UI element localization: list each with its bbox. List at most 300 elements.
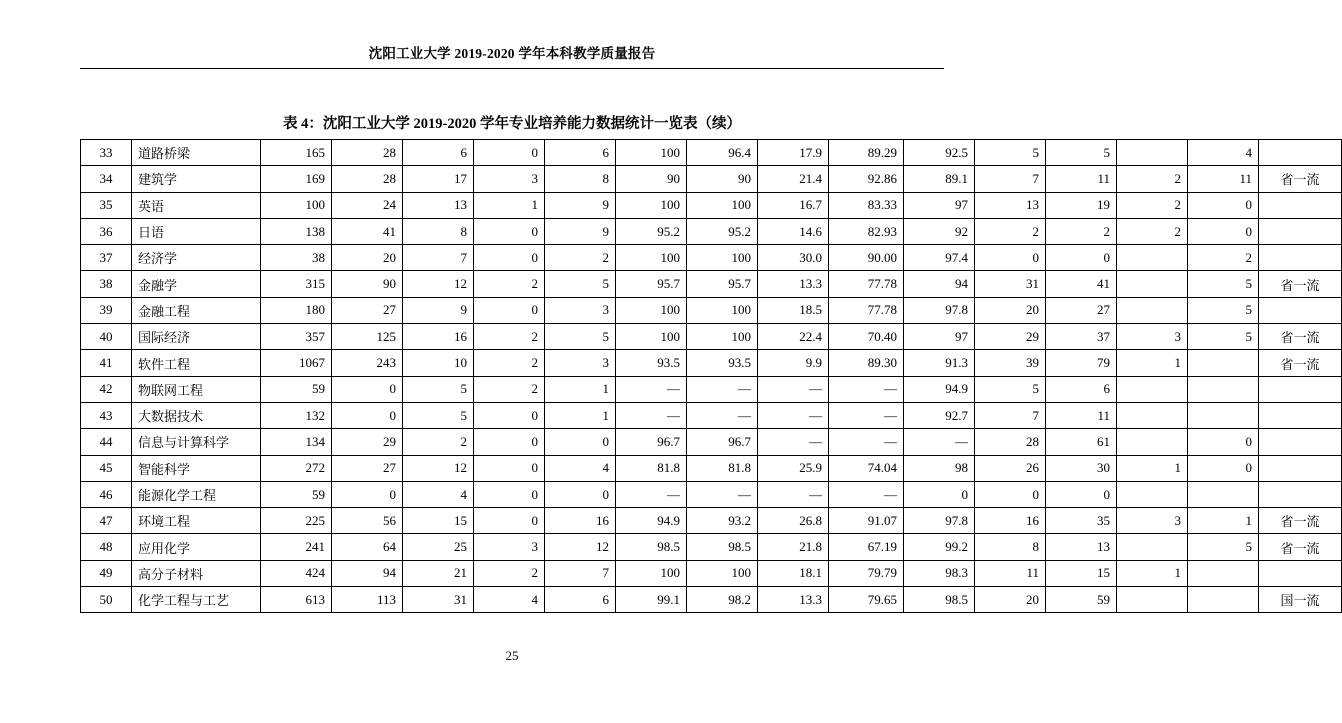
table-cell-v9: 74.04 — [829, 455, 904, 481]
table-cell-v5: 0 — [545, 429, 616, 455]
table-cell-v10: 89.1 — [904, 166, 975, 192]
table-cell-v14: 5 — [1188, 271, 1259, 297]
table-cell-v8: — — [758, 481, 829, 507]
table-row — [81, 297, 1342, 323]
table-cell-v11: 26 — [975, 455, 1046, 481]
table-cell-v1: 134 — [261, 429, 332, 455]
table-cell-v13 — [1117, 271, 1188, 297]
table-cell-v2: 125 — [332, 324, 403, 350]
table-cell-name: 道路桥梁 — [132, 140, 261, 166]
table-cell-v8: 13.3 — [758, 271, 829, 297]
table-cell-v13 — [1117, 402, 1188, 428]
table-cell-v1: 169 — [261, 166, 332, 192]
table-cell-v11: 20 — [975, 297, 1046, 323]
table-cell-v2: 27 — [332, 297, 403, 323]
table-cell-v2: 113 — [332, 587, 403, 613]
table-cell-v10: 92.7 — [904, 402, 975, 428]
table-cell-v6: 100 — [616, 192, 687, 218]
table-cell-v1: 180 — [261, 297, 332, 323]
table-cell-note — [1259, 140, 1342, 166]
table-cell-v13 — [1117, 140, 1188, 166]
table-cell-v3: 16 — [403, 324, 474, 350]
table-cell-v13: 2 — [1117, 218, 1188, 244]
table-cell-v9: 79.65 — [829, 587, 904, 613]
table-cell-v8: 9.9 — [758, 350, 829, 376]
table-cell-v14: 0 — [1188, 192, 1259, 218]
table-cell-idx: 44 — [81, 429, 132, 455]
table-cell-v13: 1 — [1117, 560, 1188, 586]
table-cell-v8: — — [758, 402, 829, 428]
table-cell-v12: 0 — [1046, 245, 1117, 271]
table-cell-v4: 0 — [474, 297, 545, 323]
table-cell-v13 — [1117, 534, 1188, 560]
table-cell-v7: 90 — [687, 166, 758, 192]
table-cell-v1: 165 — [261, 140, 332, 166]
table-cell-v1: 225 — [261, 508, 332, 534]
table-cell-v6: 96.7 — [616, 429, 687, 455]
table-cell-name: 能源化学工程 — [132, 481, 261, 507]
table-cell-v11: 29 — [975, 324, 1046, 350]
table-cell-v11: 8 — [975, 534, 1046, 560]
table-cell-v14: 5 — [1188, 297, 1259, 323]
table-cell-v10: 99.2 — [904, 534, 975, 560]
table-cell-v2: 94 — [332, 560, 403, 586]
table-cell-name: 应用化学 — [132, 534, 261, 560]
table-cell-v10: — — [904, 429, 975, 455]
table-row — [81, 376, 1342, 402]
table-cell-note — [1259, 192, 1342, 218]
table-cell-v1: 138 — [261, 218, 332, 244]
table-cell-v5: 5 — [545, 324, 616, 350]
table-cell-v4: 4 — [474, 587, 545, 613]
table-cell-name: 建筑学 — [132, 166, 261, 192]
table-cell-name: 国际经济 — [132, 324, 261, 350]
table-cell-v10: 98.5 — [904, 587, 975, 613]
table-cell-v8: 13.3 — [758, 587, 829, 613]
data-table-container — [80, 139, 1320, 613]
table-cell-v3: 5 — [403, 376, 474, 402]
table-cell-v6: 93.5 — [616, 350, 687, 376]
table-cell-v4: 1 — [474, 192, 545, 218]
table-cell-v4: 2 — [474, 376, 545, 402]
table-cell-v8: 25.9 — [758, 455, 829, 481]
table-cell-v9: 83.33 — [829, 192, 904, 218]
table-cell-v1: 241 — [261, 534, 332, 560]
table-row — [81, 218, 1342, 244]
table-cell-v4: 2 — [474, 271, 545, 297]
table-cell-idx: 47 — [81, 508, 132, 534]
table-cell-v4: 0 — [474, 455, 545, 481]
table-row — [81, 192, 1342, 218]
table-cell-name: 高分子材料 — [132, 560, 261, 586]
table-cell-v4: 0 — [474, 402, 545, 428]
table-row — [81, 560, 1342, 586]
table-cell-v1: 100 — [261, 192, 332, 218]
table-row — [81, 508, 1342, 534]
table-cell-v7: — — [687, 376, 758, 402]
table-cell-v7: — — [687, 481, 758, 507]
table-cell-v7: 100 — [687, 560, 758, 586]
table-cell-v4: 0 — [474, 481, 545, 507]
table-cell-v8: 26.8 — [758, 508, 829, 534]
table-cell-v8: 22.4 — [758, 324, 829, 350]
table-cell-v11: 16 — [975, 508, 1046, 534]
table-cell-v11: 28 — [975, 429, 1046, 455]
table-cell-v12: 2 — [1046, 218, 1117, 244]
table-cell-v11: 0 — [975, 481, 1046, 507]
table-cell-v7: 100 — [687, 324, 758, 350]
table-cell-idx: 35 — [81, 192, 132, 218]
table-cell-v5: 12 — [545, 534, 616, 560]
table-cell-v12: 27 — [1046, 297, 1117, 323]
table-cell-v7: 93.5 — [687, 350, 758, 376]
table-cell-v1: 272 — [261, 455, 332, 481]
table-cell-v11: 5 — [975, 140, 1046, 166]
table-cell-v9: 90.00 — [829, 245, 904, 271]
table-cell-v1: 613 — [261, 587, 332, 613]
table-cell-v12: 79 — [1046, 350, 1117, 376]
table-cell-v2: 28 — [332, 166, 403, 192]
table-cell-v5: 5 — [545, 271, 616, 297]
table-cell-v12: 30 — [1046, 455, 1117, 481]
table-cell-v3: 31 — [403, 587, 474, 613]
table-cell-name: 信息与计算科学 — [132, 429, 261, 455]
table-cell-v4: 2 — [474, 560, 545, 586]
table-cell-v10: 92.5 — [904, 140, 975, 166]
table-cell-v10: 94 — [904, 271, 975, 297]
table-cell-v12: 6 — [1046, 376, 1117, 402]
table-cell-v13: 1 — [1117, 455, 1188, 481]
table-cell-note — [1259, 560, 1342, 586]
table-cell-v14: 0 — [1188, 218, 1259, 244]
table-cell-v12: 19 — [1046, 192, 1117, 218]
table-cell-v8: 14.6 — [758, 218, 829, 244]
table-cell-v9: 79.79 — [829, 560, 904, 586]
program-capability-table — [80, 139, 1342, 613]
table-cell-v3: 17 — [403, 166, 474, 192]
table-cell-v2: 24 — [332, 192, 403, 218]
table-cell-name: 经济学 — [132, 245, 261, 271]
table-cell-v10: 97 — [904, 192, 975, 218]
table-cell-v1: 38 — [261, 245, 332, 271]
table-cell-note: 省一流 — [1259, 166, 1342, 192]
table-cell-v12: 61 — [1046, 429, 1117, 455]
table-cell-idx: 36 — [81, 218, 132, 244]
table-cell-v8: 21.8 — [758, 534, 829, 560]
table-cell-v13: 2 — [1117, 192, 1188, 218]
table-cell-idx: 50 — [81, 587, 132, 613]
table-cell-v9: 89.30 — [829, 350, 904, 376]
table-cell-v7: 96.4 — [687, 140, 758, 166]
table-cell-v3: 25 — [403, 534, 474, 560]
table-cell-note: 省一流 — [1259, 350, 1342, 376]
table-cell-v7: 96.7 — [687, 429, 758, 455]
table-cell-v13 — [1117, 587, 1188, 613]
table-cell-v8: 30.0 — [758, 245, 829, 271]
table-cell-v3: 9 — [403, 297, 474, 323]
table-cell-name: 环境工程 — [132, 508, 261, 534]
table-cell-v3: 10 — [403, 350, 474, 376]
table-cell-v9: 70.40 — [829, 324, 904, 350]
table-cell-v2: 64 — [332, 534, 403, 560]
table-cell-v5: 1 — [545, 402, 616, 428]
table-cell-idx: 33 — [81, 140, 132, 166]
table-cell-v1: 315 — [261, 271, 332, 297]
table-row — [81, 429, 1342, 455]
table-cell-v2: 28 — [332, 140, 403, 166]
table-cell-idx: 38 — [81, 271, 132, 297]
table-cell-v3: 7 — [403, 245, 474, 271]
table-cell-v10: 97.8 — [904, 508, 975, 534]
table-cell-v12: 37 — [1046, 324, 1117, 350]
table-cell-v14 — [1188, 402, 1259, 428]
table-cell-idx: 41 — [81, 350, 132, 376]
table-cell-v3: 12 — [403, 271, 474, 297]
table-cell-v11: 7 — [975, 166, 1046, 192]
table-cell-v6: 94.9 — [616, 508, 687, 534]
table-cell-v10: 94.9 — [904, 376, 975, 402]
table-cell-v4: 2 — [474, 324, 545, 350]
table-cell-v13: 2 — [1117, 166, 1188, 192]
table-cell-v7: 93.2 — [687, 508, 758, 534]
table-cell-v5: 16 — [545, 508, 616, 534]
table-cell-v7: — — [687, 402, 758, 428]
table-cell-v12: 5 — [1046, 140, 1117, 166]
table-row — [81, 587, 1342, 613]
table-cell-v6: 100 — [616, 245, 687, 271]
table-cell-note: 国一流 — [1259, 587, 1342, 613]
table-cell-note — [1259, 402, 1342, 428]
table-cell-v2: 41 — [332, 218, 403, 244]
table-cell-v5: 9 — [545, 218, 616, 244]
table-cell-v2: 0 — [332, 376, 403, 402]
table-cell-v8: 18.5 — [758, 297, 829, 323]
table-row — [81, 481, 1342, 507]
table-cell-v7: 100 — [687, 192, 758, 218]
table-cell-v4: 0 — [474, 429, 545, 455]
table-cell-v14: 5 — [1188, 324, 1259, 350]
table-cell-v6: 99.1 — [616, 587, 687, 613]
table-cell-v6: 100 — [616, 324, 687, 350]
table-cell-v11: 13 — [975, 192, 1046, 218]
table-cell-v8: 18.1 — [758, 560, 829, 586]
table-cell-v4: 3 — [474, 534, 545, 560]
table-cell-v14: 11 — [1188, 166, 1259, 192]
table-cell-v6: 98.5 — [616, 534, 687, 560]
table-cell-v12: 11 — [1046, 166, 1117, 192]
table-cell-note — [1259, 218, 1342, 244]
table-cell-v12: 13 — [1046, 534, 1117, 560]
table-cell-name: 物联网工程 — [132, 376, 261, 402]
table-cell-idx: 49 — [81, 560, 132, 586]
table-cell-v14: 5 — [1188, 534, 1259, 560]
table-cell-v13 — [1117, 245, 1188, 271]
table-cell-v5: 7 — [545, 560, 616, 586]
table-cell-v1: 59 — [261, 481, 332, 507]
table-cell-v10: 97.4 — [904, 245, 975, 271]
table-cell-v8: — — [758, 376, 829, 402]
table-cell-v11: 5 — [975, 376, 1046, 402]
table-row — [81, 534, 1342, 560]
table-cell-v12: 41 — [1046, 271, 1117, 297]
table-cell-v14 — [1188, 560, 1259, 586]
table-cell-note — [1259, 245, 1342, 271]
table-cell-v10: 97 — [904, 324, 975, 350]
table-cell-v3: 6 — [403, 140, 474, 166]
table-cell-v5: 6 — [545, 140, 616, 166]
table-cell-v10: 92 — [904, 218, 975, 244]
table-cell-note — [1259, 297, 1342, 323]
table-cell-v13: 1 — [1117, 350, 1188, 376]
table-cell-v11: 7 — [975, 402, 1046, 428]
table-cell-v10: 98 — [904, 455, 975, 481]
table-row — [81, 166, 1342, 192]
table-caption: 表 4：沈阳工业大学 2019-2020 学年专业培养能力数据统计一览表（续） — [283, 116, 741, 132]
table-cell-v1: 59 — [261, 376, 332, 402]
table-cell-v6: 90 — [616, 166, 687, 192]
table-cell-v9: — — [829, 481, 904, 507]
table-cell-v7: 98.5 — [687, 534, 758, 560]
table-cell-v12: 0 — [1046, 481, 1117, 507]
table-cell-v8: — — [758, 429, 829, 455]
table-cell-idx: 43 — [81, 402, 132, 428]
table-cell-v8: 21.4 — [758, 166, 829, 192]
table-cell-v3: 21 — [403, 560, 474, 586]
table-cell-v12: 35 — [1046, 508, 1117, 534]
table-cell-name: 金融学 — [132, 271, 261, 297]
table-cell-v3: 2 — [403, 429, 474, 455]
table-cell-v2: 243 — [332, 350, 403, 376]
table-cell-note — [1259, 481, 1342, 507]
table-cell-v5: 1 — [545, 376, 616, 402]
table-cell-v5: 0 — [545, 481, 616, 507]
table-cell-v12: 15 — [1046, 560, 1117, 586]
table-cell-v11: 20 — [975, 587, 1046, 613]
table-cell-v4: 2 — [474, 350, 545, 376]
table-cell-idx: 46 — [81, 481, 132, 507]
table-cell-v6: 100 — [616, 560, 687, 586]
table-cell-v13 — [1117, 297, 1188, 323]
table-cell-idx: 39 — [81, 297, 132, 323]
table-cell-idx: 34 — [81, 166, 132, 192]
table-cell-v2: 0 — [332, 402, 403, 428]
table-row — [81, 402, 1342, 428]
table-cell-v1: 132 — [261, 402, 332, 428]
table-cell-v5: 8 — [545, 166, 616, 192]
table-cell-idx: 42 — [81, 376, 132, 402]
table-cell-v13: 3 — [1117, 508, 1188, 534]
table-cell-name: 大数据技术 — [132, 402, 261, 428]
table-cell-v1: 1067 — [261, 350, 332, 376]
table-cell-v9: 82.93 — [829, 218, 904, 244]
table-row — [81, 140, 1342, 166]
table-cell-v14: 1 — [1188, 508, 1259, 534]
table-cell-v8: 16.7 — [758, 192, 829, 218]
table-cell-v9: — — [829, 429, 904, 455]
table-cell-v9: — — [829, 402, 904, 428]
table-cell-v11: 11 — [975, 560, 1046, 586]
table-cell-v7: 100 — [687, 245, 758, 271]
table-cell-v6: 81.8 — [616, 455, 687, 481]
table-row — [81, 350, 1342, 376]
table-cell-v1: 357 — [261, 324, 332, 350]
table-cell-v5: 3 — [545, 350, 616, 376]
table-cell-name: 英语 — [132, 192, 261, 218]
table-cell-v2: 20 — [332, 245, 403, 271]
table-cell-v13 — [1117, 376, 1188, 402]
table-cell-v14 — [1188, 350, 1259, 376]
table-cell-note — [1259, 455, 1342, 481]
table-cell-idx: 40 — [81, 324, 132, 350]
table-cell-name: 化学工程与工艺 — [132, 587, 261, 613]
table-cell-v9: 77.78 — [829, 297, 904, 323]
table-cell-name: 智能科学 — [132, 455, 261, 481]
table-cell-v8: 17.9 — [758, 140, 829, 166]
table-cell-v5: 6 — [545, 587, 616, 613]
table-cell-idx: 37 — [81, 245, 132, 271]
table-cell-v2: 0 — [332, 481, 403, 507]
table-cell-v3: 8 — [403, 218, 474, 244]
table-cell-note: 省一流 — [1259, 508, 1342, 534]
table-cell-name: 软件工程 — [132, 350, 261, 376]
table-row — [81, 455, 1342, 481]
table-cell-v7: 98.2 — [687, 587, 758, 613]
table-cell-v9: 89.29 — [829, 140, 904, 166]
table-cell-note: 省一流 — [1259, 324, 1342, 350]
table-cell-v7: 95.7 — [687, 271, 758, 297]
running-header: 沈阳工业大学 2019-2020 学年本科教学质量报告 — [368, 46, 656, 61]
table-cell-v4: 3 — [474, 166, 545, 192]
table-cell-v4: 0 — [474, 245, 545, 271]
table-cell-v12: 59 — [1046, 587, 1117, 613]
table-cell-v9: — — [829, 376, 904, 402]
table-body — [81, 140, 1342, 613]
table-cell-v2: 27 — [332, 455, 403, 481]
table-cell-v11: 31 — [975, 271, 1046, 297]
table-cell-v13 — [1117, 481, 1188, 507]
table-cell-v4: 0 — [474, 508, 545, 534]
table-cell-v5: 2 — [545, 245, 616, 271]
table-cell-v2: 90 — [332, 271, 403, 297]
table-cell-v3: 13 — [403, 192, 474, 218]
table-cell-v14 — [1188, 481, 1259, 507]
table-cell-v6: 95.2 — [616, 218, 687, 244]
table-cell-v6: — — [616, 402, 687, 428]
table-cell-v11: 39 — [975, 350, 1046, 376]
table-row — [81, 324, 1342, 350]
table-cell-v12: 11 — [1046, 402, 1117, 428]
table-cell-v3: 12 — [403, 455, 474, 481]
table-cell-v14 — [1188, 587, 1259, 613]
table-cell-v14: 0 — [1188, 429, 1259, 455]
table-cell-v1: 424 — [261, 560, 332, 586]
table-cell-v11: 2 — [975, 218, 1046, 244]
table-row — [81, 271, 1342, 297]
table-cell-v13: 3 — [1117, 324, 1188, 350]
table-cell-v2: 56 — [332, 508, 403, 534]
page-number: 25 — [505, 648, 519, 663]
table-cell-v6: 100 — [616, 297, 687, 323]
table-cell-v10: 97.8 — [904, 297, 975, 323]
table-cell-v7: 95.2 — [687, 218, 758, 244]
table-cell-idx: 45 — [81, 455, 132, 481]
table-cell-name: 金融工程 — [132, 297, 261, 323]
table-cell-v14 — [1188, 376, 1259, 402]
table-row — [81, 245, 1342, 271]
table-cell-v7: 81.8 — [687, 455, 758, 481]
table-cell-v4: 0 — [474, 140, 545, 166]
table-cell-v3: 15 — [403, 508, 474, 534]
